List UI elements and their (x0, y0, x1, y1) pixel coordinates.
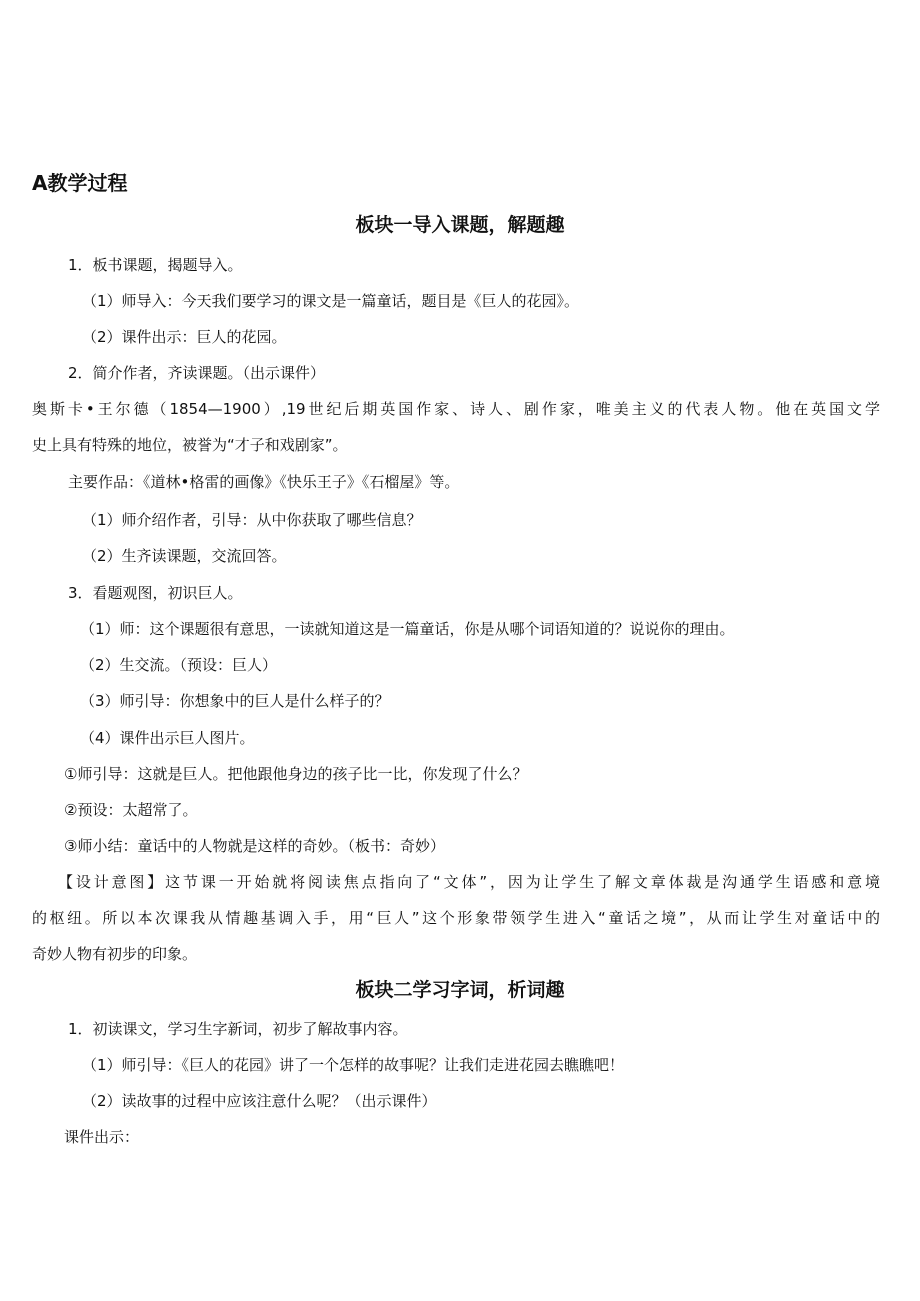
item-1-1: （1）师导入：今天我们要学习的课文是一篇童话，题目是《巨人的花园》。 (82, 292, 580, 310)
author-intro-line-2: 史上具有特殊的地位，被誉为“才子和戏剧家”。 (32, 436, 348, 454)
item-3: 3．看题观图，初识巨人。 (68, 584, 243, 602)
block-two-title: 板块二学习字词，析词趣 (355, 979, 565, 1001)
item-2-2: （2）生齐读课题，交流回答。 (82, 547, 287, 565)
author-intro-line-1: 奥斯卡•王尔德（1854—1900）,19世纪后期英国作家、诗人、剧作家，唯美主义的代表人物。他在英国文学 (32, 400, 880, 418)
item-3-4: （4）课件出示巨人图片。 (80, 729, 255, 747)
item-3-2: （2）生交流。（预设：巨人） (80, 656, 278, 674)
item-2: 2．简介作者，齐读课题。（出示课件） (68, 364, 326, 382)
section-heading: A教学过程 (32, 171, 128, 195)
courseware-label: 课件出示： (64, 1128, 140, 1146)
item-3-1: （1）师：这个课题很有意思，一读就知道这是一篇童话，你是从哪个词语知道的？说说你的理由。 (80, 620, 735, 638)
b2-item-1-1: （1）师引导：《巨人的花园》讲了一个怎样的故事呢？让我们走进花园去瞧瞧吧！ (82, 1056, 625, 1074)
b2-item-1: 1．初读课文，学习生字新词，初步了解故事内容。 (68, 1020, 408, 1038)
item-3-3: （3）师引导：你想象中的巨人是什么样子的？ (80, 692, 390, 710)
item-2-1: （1）师介绍作者，引导：从中你获取了哪些信息？ (82, 511, 422, 529)
circled-item-3: ③师小结：童话中的人物就是这样的奇妙。（板书：奇妙） (64, 837, 445, 855)
main-works: 主要作品：《道林•格雷的画像》《快乐王子》《石榴屋》等。 (68, 473, 460, 491)
design-intent-line-1: 【设计意图】这节课一开始就将阅读焦点指向了“文体”，因为让学生了解文章体裁是沟通学生语感和意境 (58, 873, 880, 891)
block-one-title: 板块一导入课题，解题趣 (355, 214, 565, 236)
circled-item-2: ②预设：太超常了。 (64, 801, 198, 819)
b2-item-1-2: （2）读故事的过程中应该注意什么呢？（出示课件） (82, 1092, 437, 1110)
design-intent-line-3: 奇妙人物有初步的印象。 (32, 945, 198, 963)
design-intent-line-2: 的枢纽。所以本次课我从情趣基调入手，用“巨人”这个形象带领学生进入“童话之境”，从而让学生对童话中的 (32, 909, 880, 927)
item-1-2: （2）课件出示：巨人的花园。 (82, 328, 287, 346)
circled-item-1: ①师引导：这就是巨人。把他跟他身边的孩子比一比，你发现了什么？ (64, 765, 528, 783)
item-1: 1．板书课题，揭题导入。 (68, 256, 243, 274)
